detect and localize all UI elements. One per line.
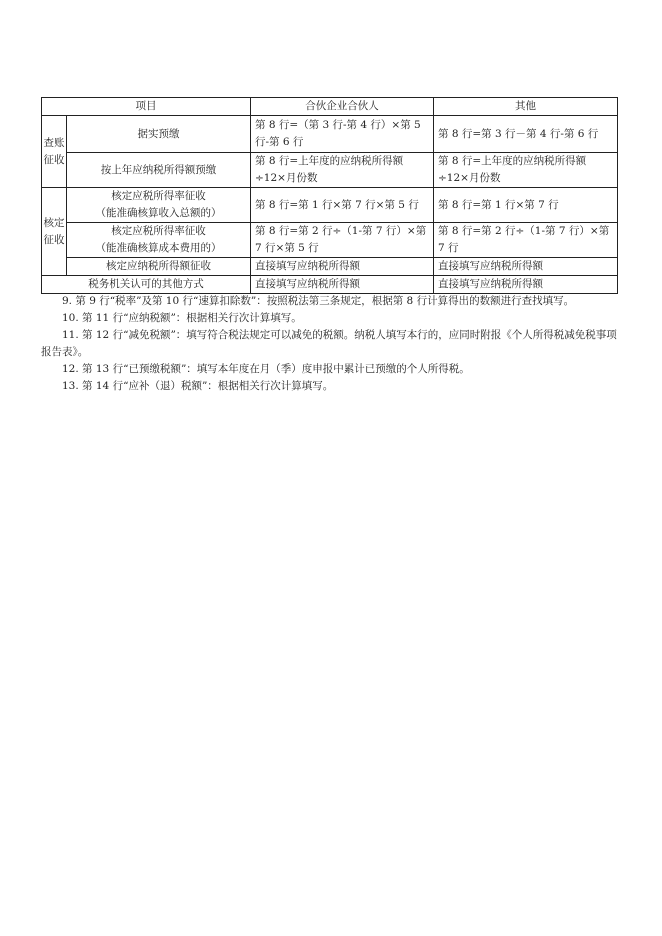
row-partner: 第 8 行=第 2 行÷（1-第 7 行）×第 7 行×第 5 行 — [251, 223, 434, 258]
row-item: 按上年应纳税所得额预缴 — [67, 153, 251, 188]
paragraph: 11. 第 12 行“减免税额”：填写符合税法规定可以减免的税额。纳税人填写本行的，应同时附报《个人所得税减免税事项报告表》。 — [41, 329, 617, 358]
row-item-line1: 核定应税所得率征收 — [111, 225, 206, 237]
row-item-line2: （能准确核算收入总额的） — [95, 207, 222, 219]
row-partner: 直接填写应纳税所得额 — [251, 258, 434, 276]
table-row — [42, 188, 618, 223]
row-partner: 第 8 行=（第 3 行-第 4 行）×第 5 行-第 6 行 — [251, 116, 434, 153]
row-item: 核定应纳税所得额征收 — [67, 258, 251, 276]
row-item-line2: （能准确核算成本费用的） — [95, 242, 222, 254]
table-row — [42, 258, 618, 276]
table-row — [42, 223, 618, 258]
header-other: 其他 — [434, 98, 618, 116]
paragraph: 9. 第 9 行“税率”及第 10 行“速算扣除数”：按照税法第三条规定，根据第 8 行计算得出的数额进行查找填写。 — [62, 295, 575, 307]
header-item: 项目 — [42, 98, 251, 116]
row-item: 据实预缴 — [67, 116, 251, 153]
row-partner: 第 8 行=上年度的应纳税所得额÷12×月份数 — [251, 153, 434, 188]
instructions — [41, 293, 619, 395]
row-other: 第 8 行=上年度的应纳税所得额÷12×月份数 — [434, 153, 618, 188]
row-other: 直接填写应纳税所得额 — [434, 276, 618, 294]
paragraph: 12. 第 13 行“已预缴税额”：填写本年度在月（季）度申报中累计已预缴的个人所得税。 — [62, 363, 470, 375]
header-partner: 合伙企业合伙人 — [251, 98, 434, 116]
group-audit: 查账征收 — [42, 116, 67, 188]
table-header — [42, 98, 618, 116]
row-item: 税务机关认可的其他方式 — [42, 276, 251, 294]
row-partner: 第 8 行=第 1 行×第 7 行×第 5 行 — [251, 188, 434, 223]
row-item-line1: 核定应税所得率征收 — [111, 190, 206, 202]
paragraph: 13. 第 14 行“应补（退）税额”：根据相关行次计算填写。 — [62, 380, 334, 392]
row-other: 直接填写应纳税所得额 — [434, 258, 618, 276]
table-row — [42, 276, 618, 294]
row-item — [67, 223, 251, 258]
group-assessed: 核定征收 — [42, 188, 67, 276]
paragraph: 10. 第 11 行“应纳税额”：根据相关行次计算填写。 — [62, 312, 302, 324]
row-other: 第 8 行=第 3 行－第 4 行-第 6 行 — [434, 116, 618, 153]
row-other: 第 8 行=第 2 行÷（1-第 7 行）×第 7 行 — [434, 223, 618, 258]
row-item — [67, 188, 251, 223]
table-row — [42, 153, 618, 188]
row-other: 第 8 行=第 1 行×第 7 行 — [434, 188, 618, 223]
row-partner: 直接填写应纳税所得额 — [251, 276, 434, 294]
table-row — [42, 116, 618, 153]
calculation-table — [41, 97, 618, 294]
